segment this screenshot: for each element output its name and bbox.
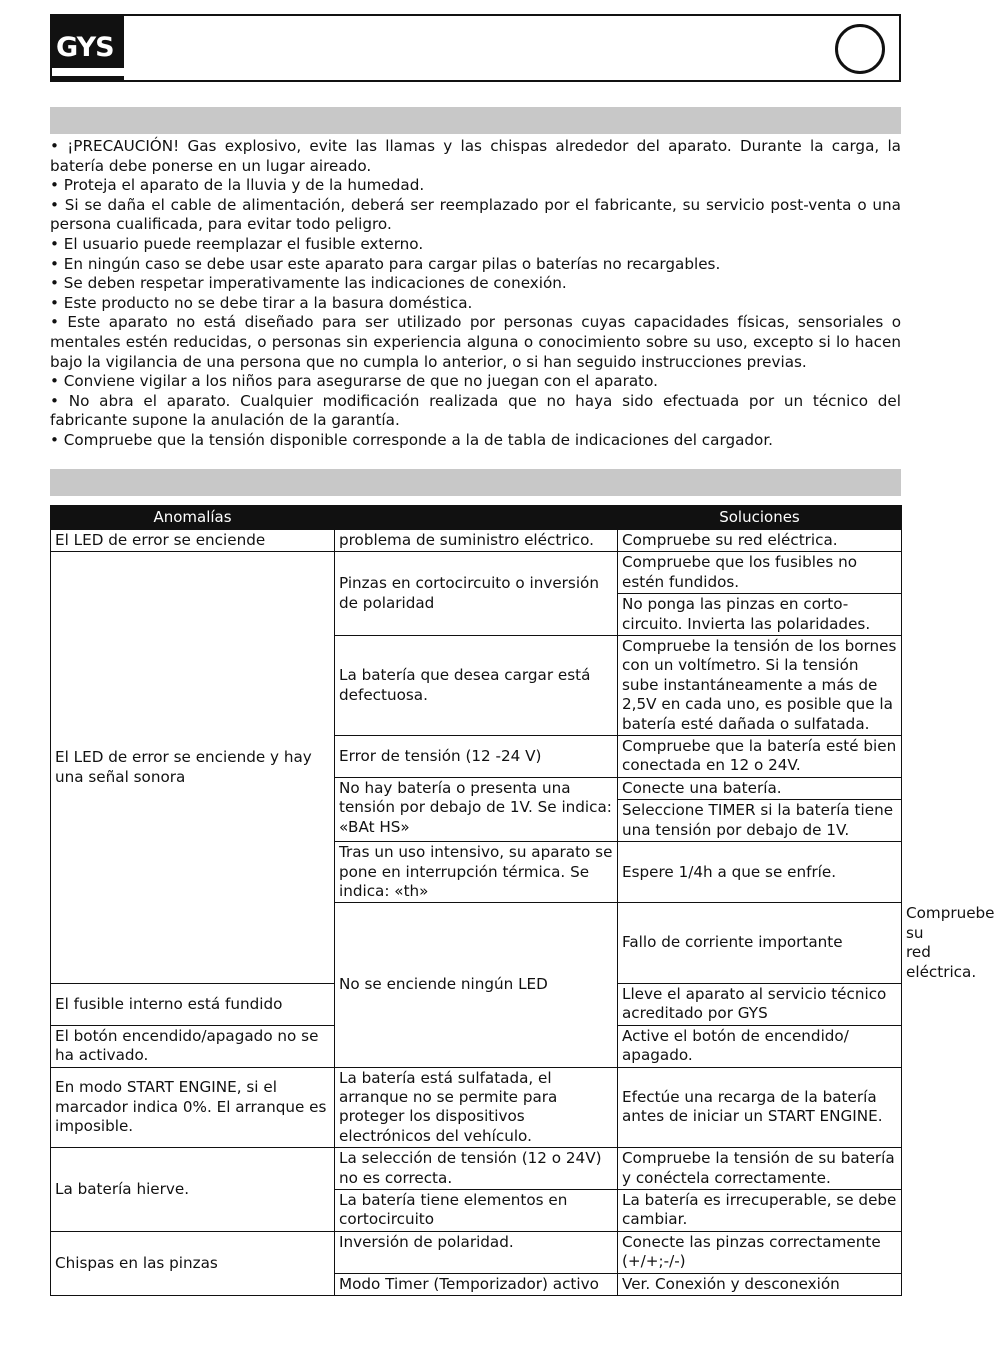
header-blank <box>335 506 618 530</box>
solution-cell: Seleccione TIMER si la batería tiene una tensión por debajo de 1V. <box>618 800 902 842</box>
anomaly-cell: No se enciende ningún LED <box>335 903 618 1067</box>
solution-cell: No ponga las pinzas en corto-circuito. Invierta las polaridades. <box>618 594 902 636</box>
anomaly-cell: En modo START ENGINE, si el marcador indica 0%. El arranque es imposible. <box>51 1067 335 1148</box>
logo-underline <box>52 68 124 76</box>
language-circle-icon <box>835 24 885 74</box>
solution-cell: Efectúe una recarga de la batería antes de iniciar un START ENGINE. <box>618 1067 902 1148</box>
cause-cell: No hay batería o presenta una tensión por debajo de 1V. Se indica: «BAt HS» <box>335 777 618 841</box>
table-row <box>51 530 902 552</box>
precaution-item: • Si se daña el cable de alimentación, deberá ser reemplazado por el fabricante, su servicio post-venta o una persona cualificada, para evitar todo peligro. <box>50 195 901 234</box>
logo-text: GYS <box>56 32 114 63</box>
section-band-troubleshooting <box>50 469 901 496</box>
solution-cell: Ver. Conexión y desconexión <box>618 1273 902 1295</box>
solution-cell: La batería es irrecuperable, se debe cambiar. <box>618 1190 902 1232</box>
cause-cell: La batería está sulfatada, el arranque no se permite para proteger los dispositivos electrónicos del vehículo. <box>335 1067 618 1148</box>
precaution-item: • En ningún caso se debe usar este aparato para cargar pilas o baterías no recargables. <box>50 254 721 273</box>
table-header-row <box>51 506 902 530</box>
cause-cell: La batería que desea cargar está defectuosa. <box>335 636 618 736</box>
cause-cell: Tras un uso intensivo, su aparato se pone en interrupción térmica. Se indica: «th» <box>335 842 618 903</box>
table-row <box>51 1067 902 1148</box>
anomaly-cell: El LED de error se enciende <box>51 530 335 552</box>
cause-cell: La selección de tensión (12 o 24V) no es correcta. <box>335 1148 618 1190</box>
solution-cell: Active el botón de encendido/ apagado. <box>618 1025 902 1067</box>
precaution-item: • No abra el aparato. Cualquier modificación realizada que no haya sido efectuada por un técnico del fabricante supone la anulación de la garantía. <box>50 391 901 430</box>
page-header <box>50 14 901 82</box>
precaution-item: • Conviene vigilar a los niños para asegurarse de que no juegan con el aparato. <box>50 372 658 391</box>
anomaly-cell: La batería hierve. <box>51 1148 335 1232</box>
section-band-precautions <box>50 107 901 134</box>
precaution-item: • ¡PRECAUCIÓN! Gas explosivo, evite las llamas y las chispas alrededor del aparato. Durante la carga, la batería debe ponerse en un lugar aireado. <box>50 137 901 175</box>
precautions-list <box>50 137 901 451</box>
troubleshooting-table <box>50 505 995 1296</box>
cause-cell: Pinzas en cortocircuito o inversión de polaridad <box>335 552 618 636</box>
precaution-item: • Se deben respetar imperativamente las indicaciones de conexión. <box>50 274 567 293</box>
solution-cell: Compruebe la tensión de los bornes con un voltímetro. Si la tensión sube instantáneamente a más de 2,5V en cada uno, es posible que la batería esté dañada o sulfatada. <box>618 636 902 736</box>
precaution-item: • El usuario puede reemplazar el fusible externo. <box>50 234 424 253</box>
cause-cell: Fallo de corriente importante <box>618 903 902 984</box>
cause-cell: Inversión de polaridad. <box>335 1231 618 1273</box>
solution-cell: Compruebe que los fusibles no estén fundidos. <box>618 552 902 594</box>
table-row: No se enciende ningún LED Fallo de corriente importante Compruebe su red eléctrica. <box>51 903 902 984</box>
solution-cell: Conecte las pinzas correctamente (+/+;-/-) <box>618 1231 902 1273</box>
cause-cell: Modo Timer (Temporizador) activo <box>335 1273 618 1295</box>
anomaly-cell: El LED de error se enciende y hay una señal sonora <box>51 552 335 984</box>
solution-cell: Conecte una batería. <box>618 777 902 799</box>
solution-cell: Compruebe la tensión de su batería y conéctela correctamente. <box>618 1148 902 1190</box>
precaution-item: • Proteja el aparato de la lluvia y de la humedad. <box>50 176 425 195</box>
header-solutions: Soluciones <box>618 506 902 530</box>
cause-cell: El botón encendido/apagado no se ha activado. <box>51 1025 335 1067</box>
solution-cell: Espere 1/4h a que se enfríe. <box>618 842 902 903</box>
table-row <box>51 1148 902 1190</box>
precaution-item: • Este aparato no está diseñado para ser utilizado por personas cuyas capacidades físicas, sensoriales o mentales estén reducidas, o personas sin experiencia alguna o conocimiento sobre su uso, excepto si lo hacen bajo la vigilancia de una persona que no cumpla lo anterior, o si han seguido instrucciones previas. <box>50 313 901 371</box>
table-row <box>51 1231 902 1273</box>
cause-cell: problema de suministro eléctrico. <box>335 530 618 552</box>
anomaly-cell: Chispas en las pinzas <box>51 1231 335 1295</box>
cause-cell: Error de tensión (12 -24 V) <box>335 736 618 778</box>
precaution-item: • Este producto no se debe tirar a la basura doméstica. <box>50 293 473 312</box>
table-row <box>51 552 902 594</box>
header-anomalies: Anomalías <box>51 506 335 530</box>
gys-logo <box>52 16 124 82</box>
cause-cell: El fusible interno está fundido <box>51 983 335 1025</box>
solution-cell: Compruebe que la batería esté bien conectada en 12 o 24V. <box>618 736 902 778</box>
precaution-item: • Compruebe que la tensión disponible corresponde a la de tabla de indicaciones del cargador. <box>50 430 773 449</box>
cause-cell: La batería tiene elementos en cortocircuito <box>335 1190 618 1232</box>
solution-cell: Lleve el aparato al servicio técnico acreditado por GYS <box>618 983 902 1025</box>
solution-cell: Compruebe su red eléctrica. <box>618 530 902 552</box>
